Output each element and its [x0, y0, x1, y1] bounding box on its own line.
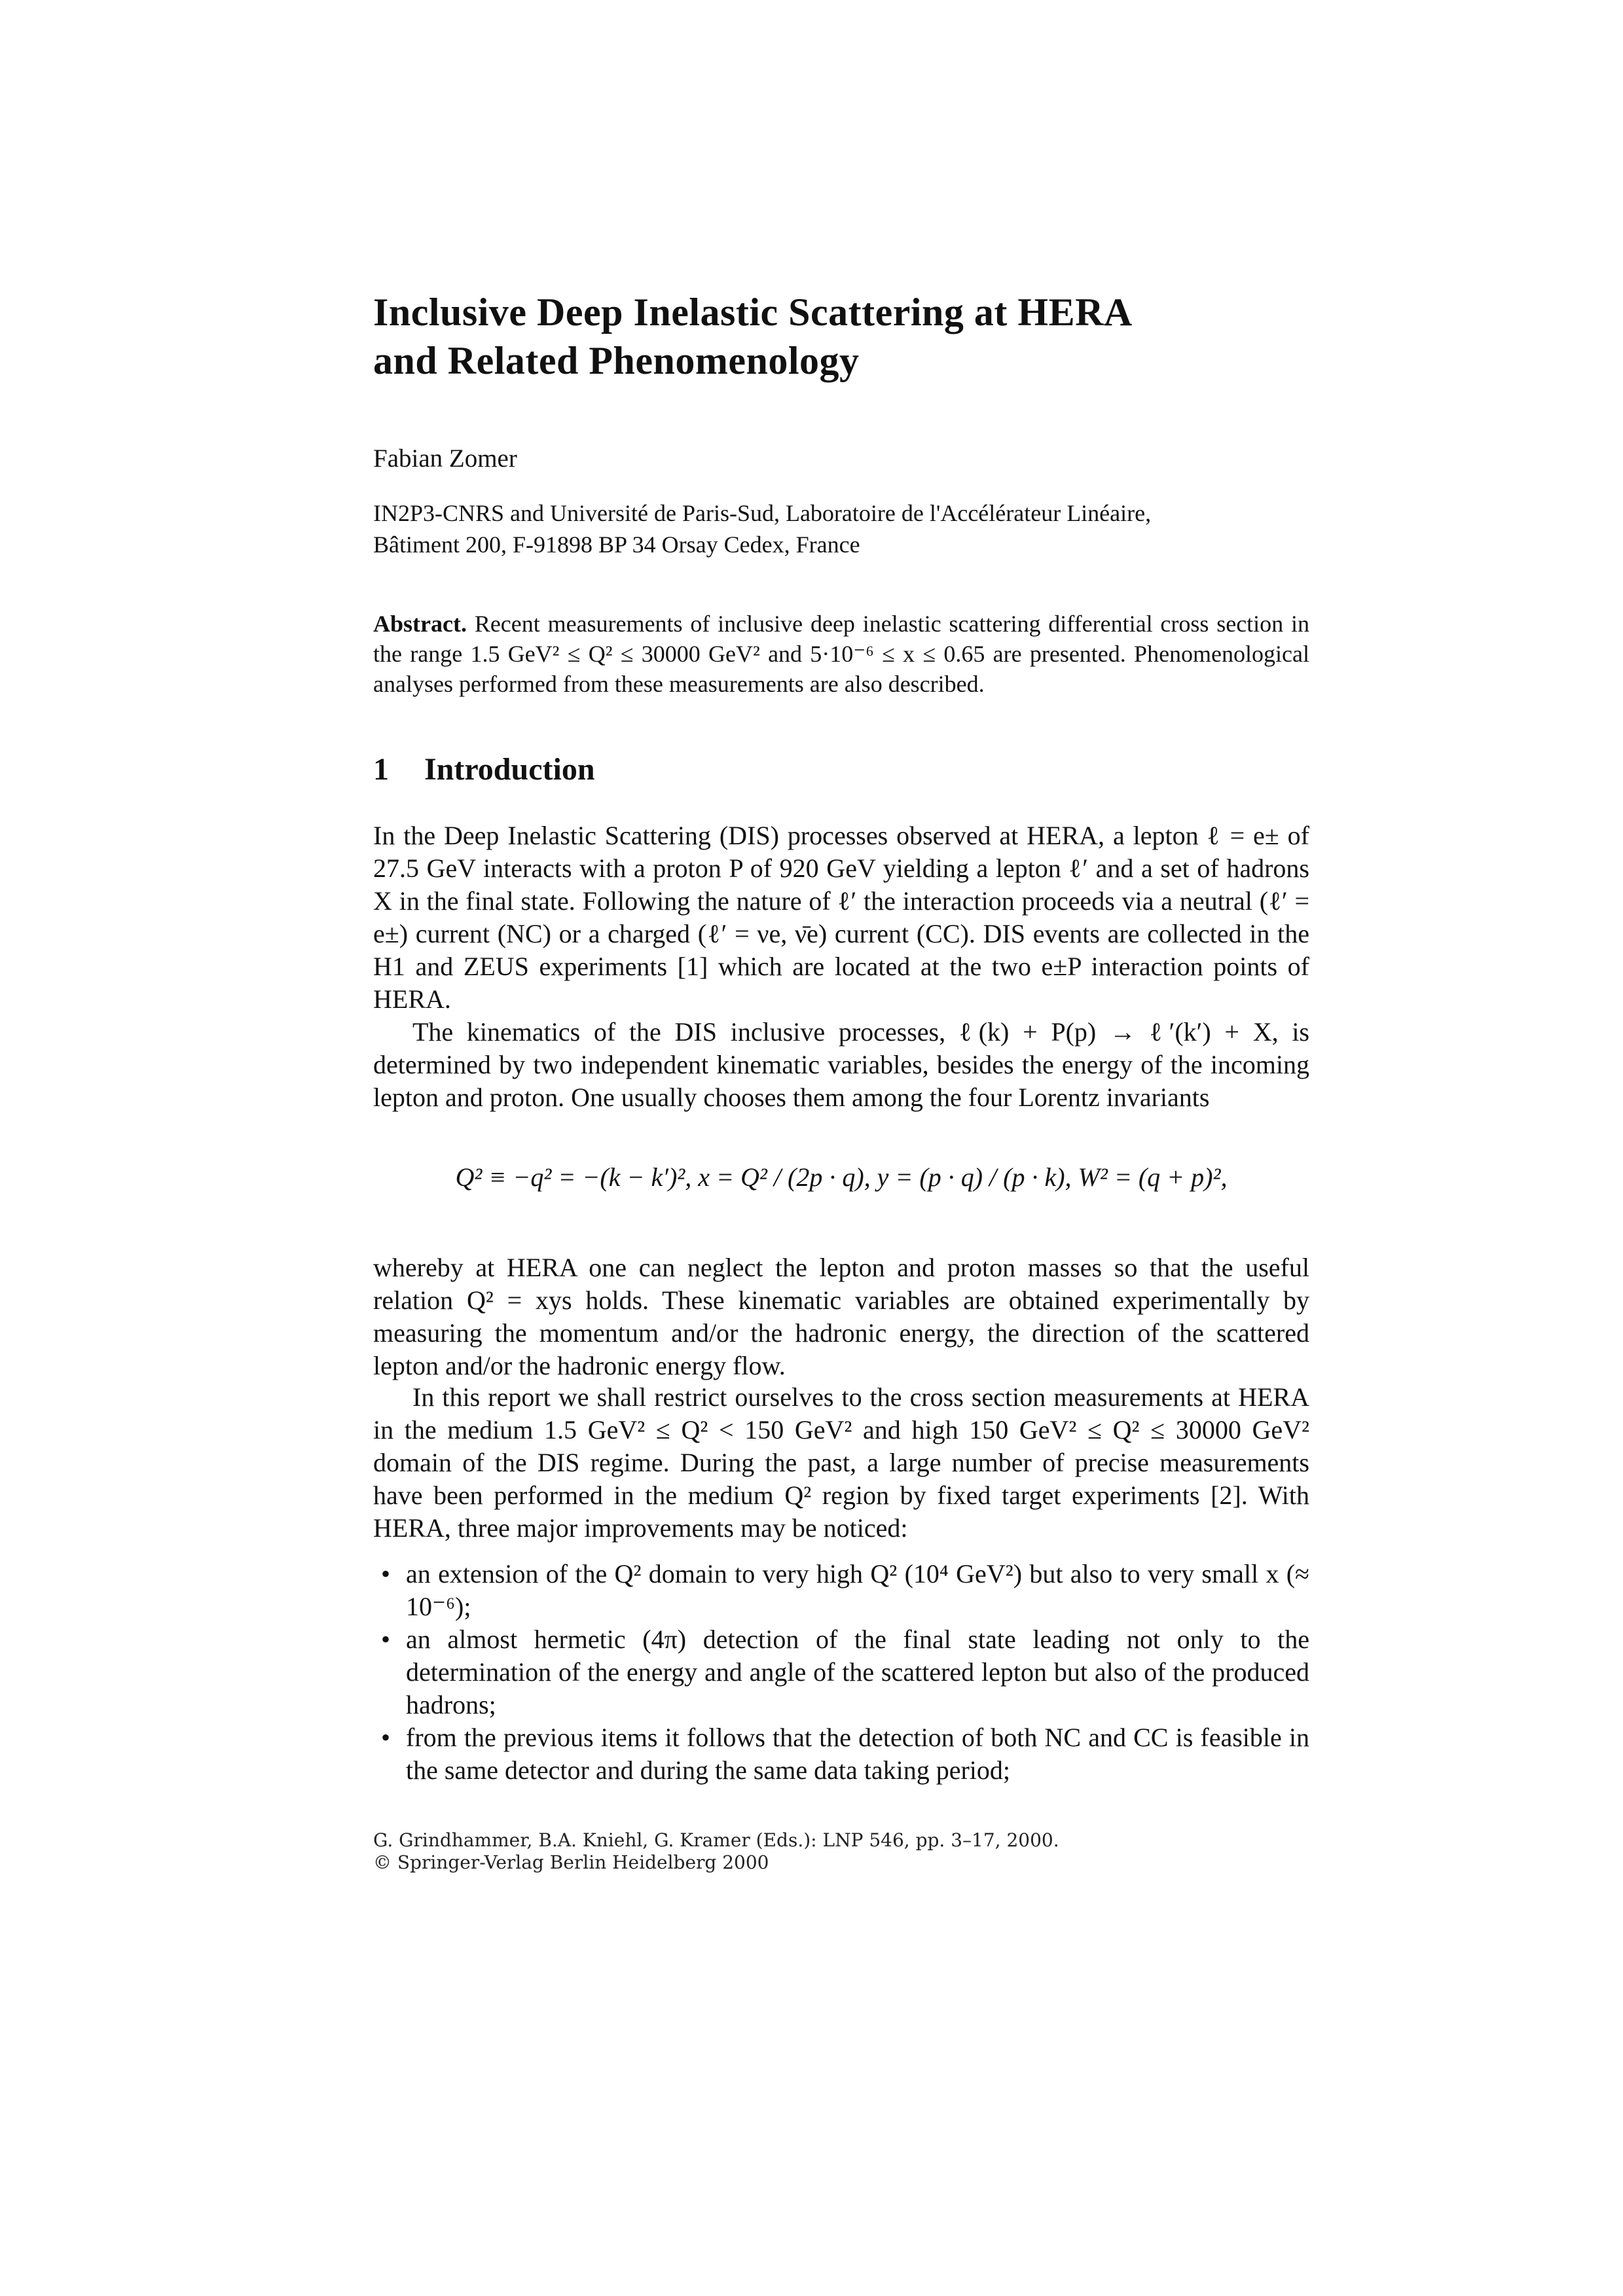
section-heading — [373, 751, 1309, 787]
abstract-text: Recent measurements of inclusive deep inelastic scattering differential cross section in the range 1.5 GeV² ≤ Q² ≤ 30000 GeV² and 5·10⁻⁶ ≤ x ≤ 0.65 are presented. Phenomenological analyses performed from these measurements are also described. — [373, 611, 1310, 697]
publication-footer — [373, 1829, 1309, 1874]
paragraph-1: In the Deep Inelastic Scattering (DIS) processes observed at HERA, a lepton ℓ = e± of 27.5 GeV interacts with a proton P of 920 GeV yielding a lepton ℓ′ and a set of hadrons X in the final state. Following the nature of ℓ′ the interaction proceeds via a neutral (ℓ′ = e±) current (NC) or a charged (ℓ′ = νe, ν̄e) current (CC). DIS events are collected in the H1 and ZEUS experiments [1] which are located at the two e±P interaction points of HERA. — [373, 821, 1309, 1014]
kinematics-equation: Q² ≡ −q² = −(k − k′)², x = Q² / (2p · q), y = (p · q) / (p · k), W² = (q + p)², — [455, 1162, 1228, 1192]
title-line-1: Inclusive Deep Inelastic Scattering at HERA — [373, 291, 1133, 334]
improvements-list — [373, 1558, 1309, 1787]
author-name: Fabian Zomer — [373, 444, 517, 473]
bullet-icon: • — [381, 1559, 391, 1588]
abstract — [373, 609, 1309, 699]
section-title: Introduction — [424, 752, 595, 787]
affiliation-line-2: Bâtiment 200, F-91898 BP 34 Orsay Cedex, France — [373, 531, 860, 558]
title-line-2: and Related Phenomenology — [373, 339, 860, 382]
footer-citation: G. Grindhammer, B.A. Kniehl, G. Kramer (Eds.): LNP 546, pp. 3–17, 2000. — [373, 1829, 1059, 1851]
section-number: 1 — [373, 752, 389, 787]
bullet-icon: • — [381, 1723, 391, 1752]
bullet-icon: • — [381, 1624, 391, 1654]
list-item: • from the previous items it follows that the detection of both NC and CC is feasible in the same detector and during the same data taking period; — [381, 1723, 1309, 1785]
affiliation — [373, 497, 1309, 560]
list-item: • an extension of the Q² domain to very high Q² (10⁴ GeV²) but also to very small x (≈ 10⁻⁶); — [381, 1559, 1309, 1621]
affiliation-line-1: IN2P3-CNRS and Université de Paris-Sud, Laboratoire de l'Accélérateur Linéaire, — [373, 500, 1152, 526]
paper-title — [373, 288, 1309, 385]
paragraph-3: whereby at HERA one can neglect the lepton and proton masses so that the useful relation Q² = xys holds. These kinematic variables are obtained experimentally by measuring the momentum and/or the hadronic energy, the direction of the scattered lepton and/or the hadronic energy flow. — [373, 1253, 1309, 1380]
abstract-label: Abstract. — [373, 611, 467, 637]
list-item: • an almost hermetic (4π) detection of the final state leading not only to the determination of the energy and angle of the scattered lepton but also of the produced hadrons; — [381, 1624, 1309, 1719]
footer-copyright: © Springer-Verlag Berlin Heidelberg 2000 — [373, 1852, 769, 1873]
paragraph-4: In this report we shall restrict ourselves to the cross section measurements at HERA in the medium 1.5 GeV² ≤ Q² < 150 GeV² and high 150 GeV² ≤ Q² ≤ 30000 GeV² domain of the DIS regime. During the past, a large number of precise measurements have been performed in the medium Q² region by fixed target experiments [2]. With HERA, three major improvements may be noticed: — [373, 1382, 1309, 1543]
paragraph-2: The kinematics of the DIS inclusive processes, ℓ(k) + P(p) → ℓ′(k′) + X, is determined by two independent kinematic variables, besides the energy of the incoming lepton and proton. One usually chooses them among the four Lorentz invariants — [373, 1017, 1309, 1112]
